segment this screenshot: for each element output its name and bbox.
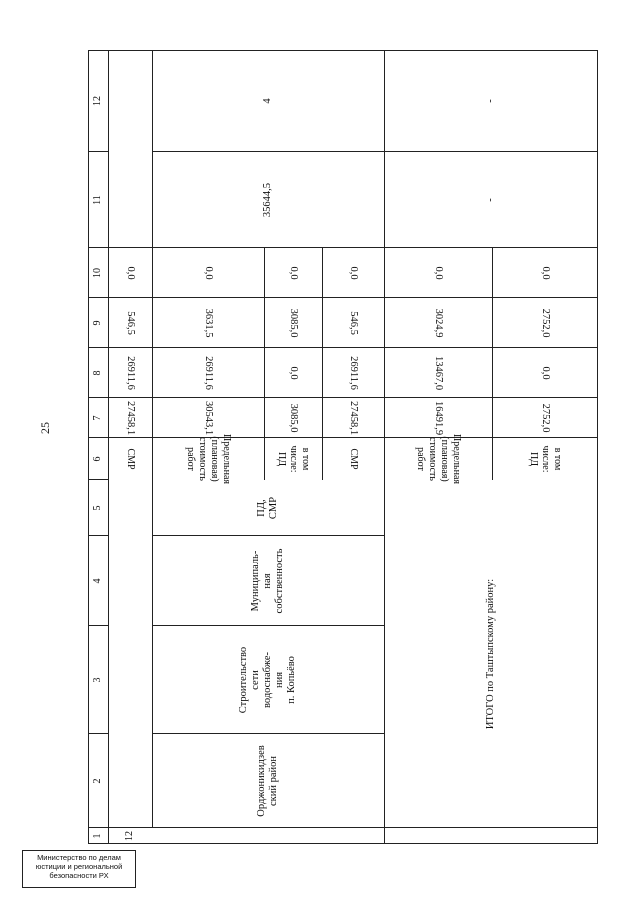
column-number: 6: [92, 456, 103, 462]
value-col-9: 3631,5: [203, 308, 214, 338]
value-col-8: 0,0: [288, 366, 299, 380]
value-col-9: 546,5: [348, 311, 359, 335]
stamp-line: Министерство по делам: [37, 853, 121, 862]
value-col-10: 0,0: [433, 266, 444, 280]
value-col-8: 26911,6: [348, 356, 359, 390]
stamp-line: юстиции и региональной: [35, 862, 123, 871]
value-col-12: -: [485, 99, 496, 103]
value-col-11: -: [485, 198, 496, 202]
column-number: 10: [92, 268, 103, 278]
value-col-11: 35644,5: [262, 182, 273, 218]
value-col-9: 3085,0: [288, 308, 299, 338]
row-label: в том числе: ПД: [528, 445, 563, 473]
value-col-8: 26911,6: [125, 356, 136, 390]
column-number: 1: [92, 833, 103, 839]
column-number: 2: [92, 778, 103, 784]
column-number: 11: [92, 195, 103, 205]
column-number: 9: [92, 320, 103, 326]
rotated-table: [88, 50, 598, 844]
row-label: Предельная (плановая) стоимость работ: [185, 434, 232, 484]
stage-cell: ПД, СМР: [256, 496, 279, 520]
column-number: 4: [92, 578, 103, 584]
value-col-7: 3085,0: [288, 403, 299, 433]
column-number: 5: [92, 505, 103, 511]
row-label: СМР: [348, 448, 359, 470]
table-rule: [88, 843, 598, 844]
value-col-7: 16491,9: [433, 400, 444, 436]
value-col-7: 27458,1: [125, 400, 136, 436]
registration-stamp: [22, 850, 136, 888]
value-col-10: 0,0: [203, 266, 214, 280]
row-label: в том числе: ПД: [276, 445, 311, 473]
budget-table: [88, 50, 598, 844]
page-number: 25: [38, 422, 52, 434]
column-number: 8: [92, 370, 103, 376]
value-col-10: 0,0: [348, 266, 359, 280]
value-col-9: 2752,0: [540, 308, 551, 338]
value-col-8: 0,0: [540, 366, 551, 380]
value-col-7: 27458,1: [348, 400, 359, 436]
value-col-8: 26911,6: [203, 356, 214, 390]
column-number: 12: [92, 96, 103, 106]
value-col-9: 546,5: [125, 311, 136, 335]
ownership-cell: Муниципаль- ная собственность: [250, 548, 285, 614]
value-col-10: 0,0: [288, 266, 299, 280]
value-col-8: 13467,0: [433, 355, 444, 391]
row-label: Предельная (плановая) стоимость работ: [415, 434, 462, 484]
row-label: СМР: [125, 448, 136, 470]
stamp-line: безопасности РХ: [49, 871, 109, 880]
column-number: 3: [92, 677, 103, 683]
value-col-10: 0,0: [125, 266, 136, 280]
total-label: ИТОГО по Таштыпскому району:: [485, 578, 496, 730]
value-col-10: 0,0: [540, 266, 551, 280]
district-cell: Орджоникидзев ский район: [256, 745, 279, 817]
column-number: 7: [92, 415, 103, 421]
object-cell: Строительство сети водоснабже- ния п. Копьёво: [238, 646, 297, 714]
value-col-7: 2752,0: [540, 403, 551, 433]
row-number: 12: [124, 831, 135, 841]
value-col-12: 4: [262, 98, 273, 104]
value-col-9: 3024,9: [433, 308, 444, 338]
value-col-7: 30543,1: [203, 400, 214, 436]
